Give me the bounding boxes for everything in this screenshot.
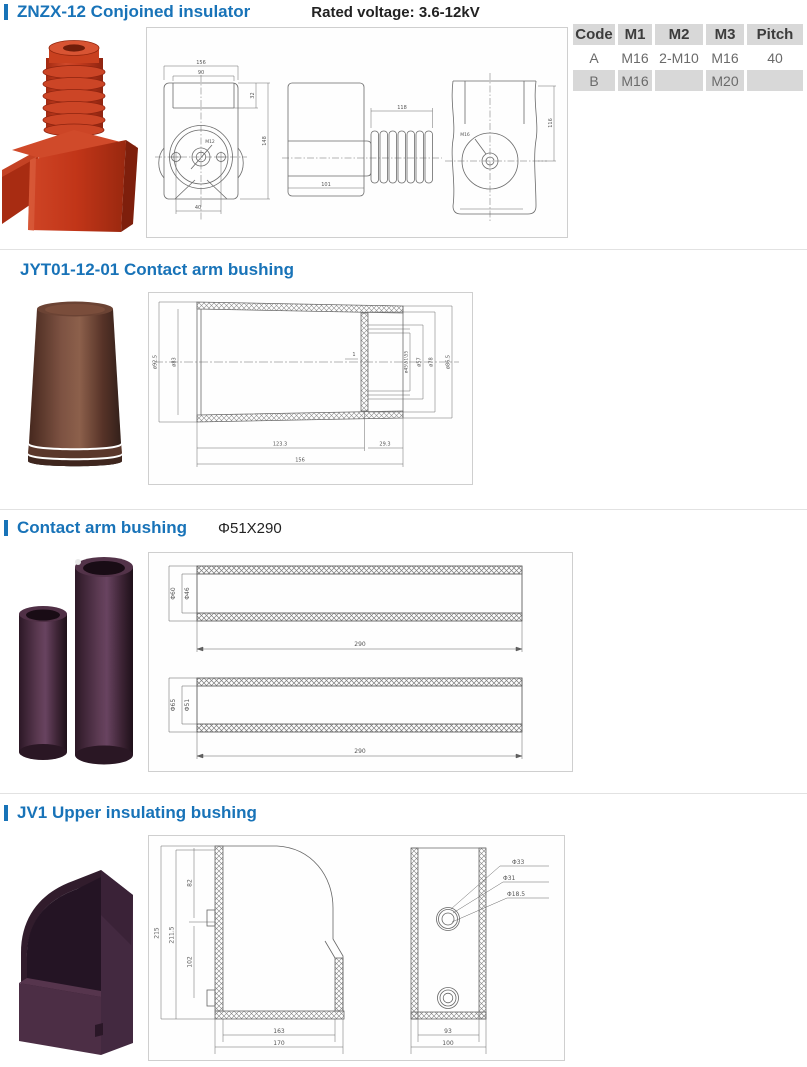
section4-title-row	[4, 803, 257, 823]
dim-o865: ø86.5	[445, 354, 452, 370]
dim-293: 29.3	[379, 441, 391, 448]
dim-o83: ø83	[171, 357, 178, 367]
dim-101: 101	[321, 182, 331, 188]
dim-wall1: 1	[352, 352, 356, 358]
section1-title: ZNZX-12 Conjoined insulator	[17, 2, 251, 21]
col-m2: M2	[655, 24, 703, 45]
section-divider	[0, 249, 807, 250]
section-divider	[0, 509, 807, 510]
section2-title-row	[20, 260, 294, 280]
section-divider	[0, 793, 807, 794]
dim-phi65: Φ65	[170, 698, 177, 712]
dim-phi185: Φ18.5	[507, 891, 526, 898]
dim-o925: ø92.5	[152, 354, 159, 370]
dim-90: 90	[197, 70, 205, 76]
product-photo-bushing-tubes	[5, 545, 140, 775]
spec-table	[570, 22, 806, 93]
spec-header-row	[573, 24, 803, 45]
drawing-upper-insulating-bushing	[148, 835, 565, 1061]
dim-148: 148	[262, 136, 268, 146]
dim-o78: ø78	[428, 357, 435, 367]
cell: M16	[621, 49, 649, 66]
spec-row-a	[573, 47, 803, 68]
col-m1: M1	[618, 24, 652, 45]
product-photo-conjoined-insulator	[2, 26, 144, 236]
section3-title-row	[4, 518, 282, 538]
dim-phi46: Φ46	[184, 587, 191, 600]
section4-title: JV1 Upper insulating bushing	[17, 803, 257, 822]
cell: 40	[767, 49, 783, 66]
col-m3: M3	[706, 24, 744, 45]
cell	[747, 70, 803, 91]
title-accent-bar	[4, 805, 8, 821]
section3-size: Φ51X290	[218, 519, 282, 537]
drawing2-svg	[149, 293, 472, 484]
dim-290-top: 290	[354, 641, 366, 648]
section3-title: Contact arm bushing	[17, 518, 188, 537]
dim-phi31: Φ31	[503, 875, 516, 882]
spec-row-b	[573, 70, 803, 91]
product-photo-contact-arm-bushing	[10, 293, 140, 483]
dim-116: 116	[548, 118, 554, 128]
drawing-conjoined-insulator	[146, 27, 568, 238]
drawing-bushing-tubes	[148, 552, 573, 772]
dim-32: 32	[250, 92, 256, 99]
dim-1233: 123.3	[272, 441, 288, 448]
dim-multi: ø45\51\55	[404, 350, 410, 374]
title-accent-bar	[4, 4, 8, 20]
cell: M20	[706, 70, 744, 91]
cell: M16	[618, 70, 652, 91]
dim-118: 118	[397, 105, 407, 111]
dim-82: 82	[186, 879, 194, 887]
drawing4-svg	[149, 836, 564, 1060]
dim-phi51: Φ51	[184, 698, 191, 712]
cell: B	[573, 70, 615, 91]
cell: M16	[711, 49, 739, 66]
cell: A	[589, 49, 599, 66]
dim-phi33: Φ33	[512, 859, 525, 866]
drawing3-svg	[149, 553, 572, 771]
dim-156: 156	[196, 60, 206, 66]
section1-rated-voltage: Rated voltage: 3.6-12kV	[311, 3, 480, 21]
dim-156-total: 156	[295, 457, 305, 464]
product-photo-upper-insulating-bushing	[5, 855, 155, 1060]
dim-m12: M12	[205, 140, 215, 145]
dim-2115: 211.5	[168, 926, 176, 944]
col-pitch: Pitch	[747, 24, 803, 45]
dim-215: 215	[153, 927, 161, 939]
section2-title: JYT01-12-01 Contact arm bushing	[20, 260, 294, 279]
dim-290-bottom: 290	[354, 748, 366, 755]
cell	[655, 70, 703, 91]
dim-93: 93	[444, 1028, 452, 1035]
dim-170: 170	[273, 1040, 285, 1047]
col-code: Code	[573, 24, 615, 45]
drawing-contact-arm-bushing	[148, 292, 473, 485]
dim-m16: M16	[460, 133, 470, 138]
dim-o57: ø57	[416, 357, 423, 367]
dim-phi60: Φ60	[170, 587, 177, 600]
dim-102: 102	[186, 956, 194, 968]
title-accent-bar	[4, 520, 8, 536]
dim-100: 100	[442, 1040, 454, 1047]
cell: 2-M10	[659, 49, 699, 66]
section1-title-row	[4, 2, 480, 22]
dim-40: 40	[194, 205, 202, 211]
drawing1-svg	[147, 28, 567, 237]
dim-163: 163	[273, 1028, 285, 1035]
